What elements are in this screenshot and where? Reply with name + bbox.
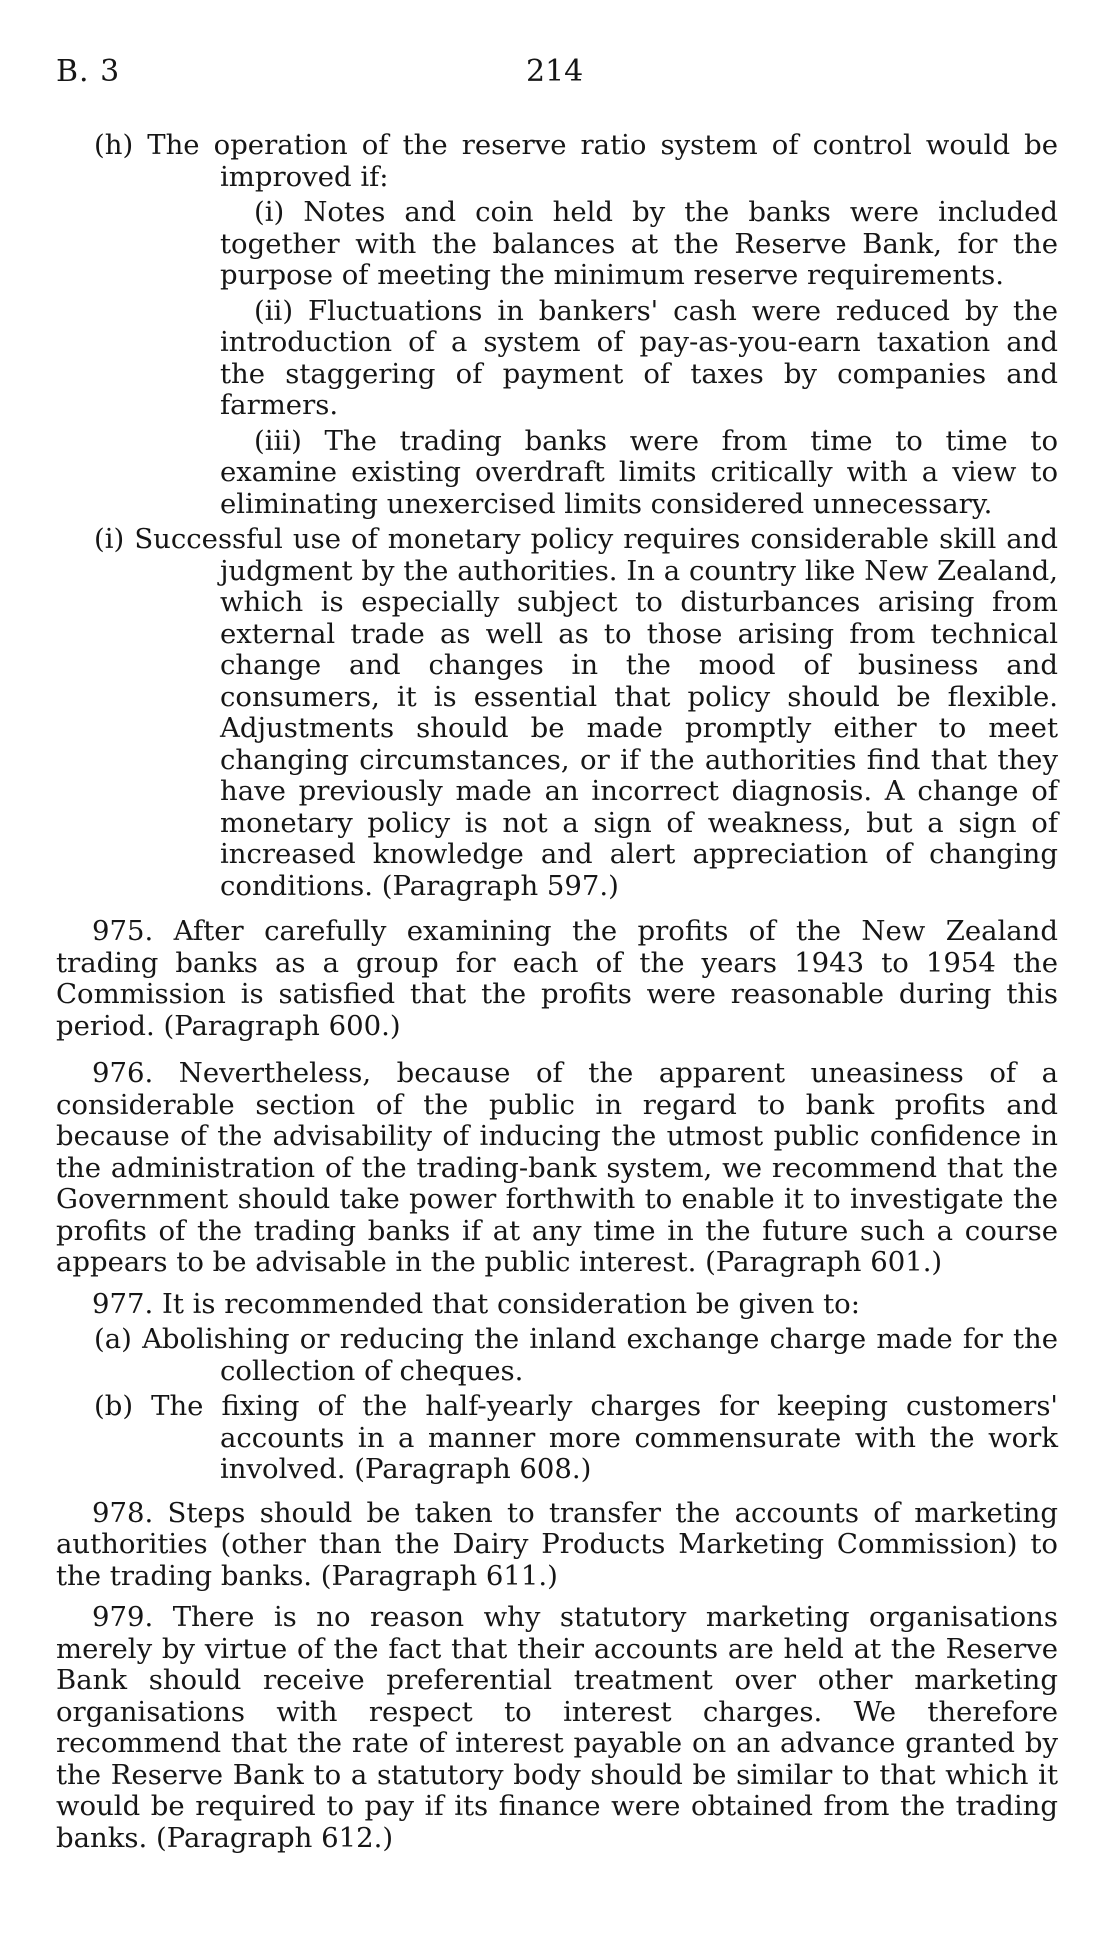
paragraph-text: It is recommended that consideration be given to: — [161, 1287, 860, 1320]
running-head — [56, 54, 1058, 98]
item-text: Abolishing or reducing the inland exchange charge made for the collection of cheques. — [142, 1323, 1058, 1387]
sub-item-label: (ii) — [254, 294, 294, 327]
paragraph-number: 978. — [92, 1496, 154, 1529]
recommendation-item-a — [94, 1324, 1058, 1387]
paragraph-976 — [56, 1058, 1058, 1279]
item-text: Successful use of monetary policy requires considerable skill and judgment by the authorities. In a country like New Zealand, which is especially subject to disturbances arising from external trade as well as to those arising from technical change and changes in the mood of business and consumers, it is essential that policy should be flexible. Adjustments should be made promptly either to meet changing circumstances, or if the authorities find that they have previously made an incorrect diagnosis. A change of monetary policy is not a sign of weakness, but a sign of increased knowledge and alert appreciation of changing conditions. (Paragraph 597.) — [134, 523, 1059, 902]
paragraph-number: 977. — [92, 1287, 154, 1320]
paragraph-978 — [56, 1498, 1058, 1593]
recommendation-item-h — [94, 130, 1058, 193]
paragraph-number: 979. — [92, 1601, 154, 1633]
sub-item-text: Notes and coin held by the banks were included together with the balances at the Reserve Bank, for the purpose of meeting the minimum reserve requirements. — [220, 196, 1058, 291]
paragraph-977 — [56, 1289, 1058, 1321]
paragraph-text: Steps should be taken to transfer the accounts of marketing authorities (other than the Dairy Products Marketing Commission) to the trading banks. (Paragraph 611.) — [56, 1496, 1058, 1592]
paragraph-975 — [56, 916, 1058, 1042]
sub-item-h-i — [94, 197, 1058, 292]
paragraph-number: 976. — [92, 1057, 154, 1089]
item-label: (h) — [94, 129, 134, 161]
recommendation-item-i — [94, 524, 1058, 902]
paragraph-number: 975. — [92, 915, 154, 947]
item-text: The operation of the reserve ratio system of control would be improved if: — [147, 129, 1058, 193]
sub-item-label: (iii) — [254, 424, 302, 457]
paragraph-text: There is no reason why statutory marketing organisations merely by virtue of the fact that their accounts are held at the Reserve Bank should receive preferential treatment over other marketing organisations with respect to interest charges. We therefore recommend that the rate of interest payable on an advance granted by the Reserve Bank to a statutory body should be similar to that which it would be required to pay if its finance were obtained from the trading banks. (Paragraph 612.) — [56, 1601, 1058, 1854]
paragraph-979 — [56, 1602, 1058, 1854]
series-reference: B. 3 — [56, 54, 121, 89]
sub-item-text: The trading banks were from time to time to examine existing overdraft limits critically with a view to eliminating unexercised limits considered unnecessary. — [220, 424, 1058, 520]
sub-item-h-ii — [94, 296, 1058, 422]
sub-item-h-iii — [94, 426, 1058, 521]
sub-item-text: Fluctuations in bankers' cash were reduced by the introduction of a system of pay-as-you-earn taxation and the staggering of payment of taxes by companies and farmers. — [220, 294, 1058, 421]
item-label: (a) — [94, 1323, 132, 1355]
paragraph-text: Nevertheless, because of the apparent uneasiness of a considerable section of the public in regard to bank profits and because of the advisability of inducing the utmost public confidence in the administration of the trading-bank system, we recommend that the Government should take power forthwith to enable it to investigate the profits of the trading banks if at any time in the future such a course appears to be advisable in the public interest. (Paragraph 601.) — [56, 1057, 1058, 1278]
paragraph-text: After carefully examining the profits of the New Zealand trading banks as a group for each of the years 1943 to 1954 the Commission is satisfied that the profits were reasonable during this period. (Paragraph 600.) — [56, 915, 1058, 1042]
item-text: The fixing of the half-yearly charges for keeping customers' accounts in a manner more commensurate with the work involved. (Paragraph 608.) — [151, 1390, 1058, 1485]
item-label: (b) — [94, 1390, 134, 1422]
recommendation-item-b — [94, 1391, 1058, 1486]
item-label: (i) — [94, 523, 125, 555]
page-number: 214 — [526, 54, 584, 89]
document-body — [56, 130, 1058, 1864]
sub-item-label: (i) — [254, 196, 285, 228]
